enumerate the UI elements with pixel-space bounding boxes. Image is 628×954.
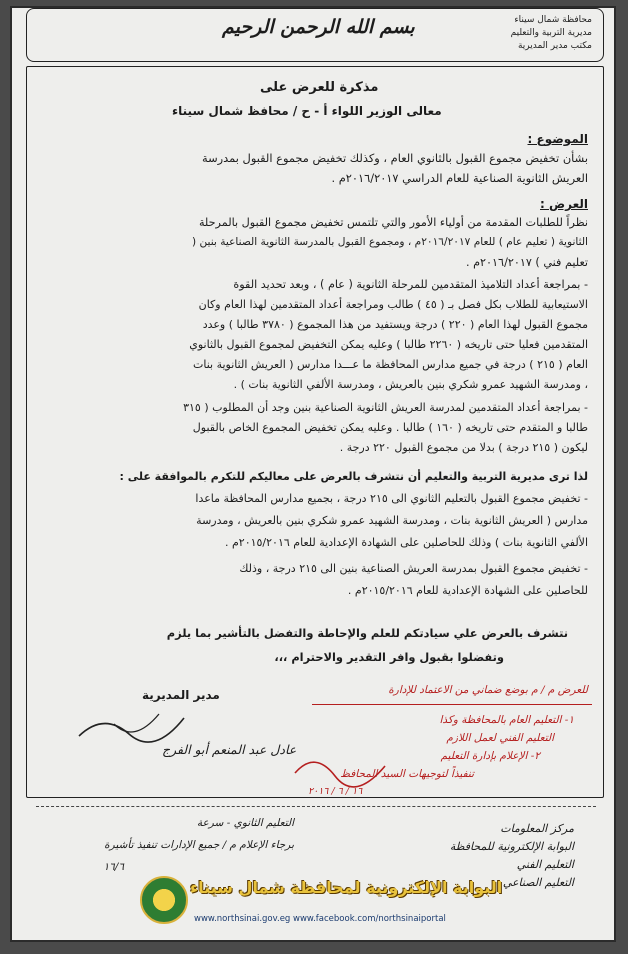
- presentation-line: الاستيعابية للطلاب بكل فصل بـ ( ٤٥ ) طالب ومراجعة أعداد المتقدمين لهذا العام وكان: [198, 298, 588, 311]
- presentation-label: العرض :: [540, 197, 588, 211]
- presentation-line: طالبا و المتقدم حتى تاريخه ( ١٦٠ ) طالبا . وعليه يمكن تخفيض المجموع الخاص بالقبول: [192, 421, 588, 434]
- presentation-line: - بمراجعة أعداد التلاميذ المتقدمين للمرحلة الثانوية ( عام ) ، وبعد تحديد القوة: [233, 278, 588, 291]
- bottom-note-line: البوابة الإلكترونية للمحافظة: [449, 840, 574, 853]
- bottom-note-line: برجاء الإعلام م / جميع الإدارات تنفيذ تأشيرة: [104, 839, 294, 851]
- request-line: مدارس ( العريش الثانوية بنات ، ومدرسة الشهيد عمرو شكري بنين بالعريش ، ومدرسة: [196, 514, 588, 527]
- red-note-line: ٢- الإعلام بإدارة التعليم: [440, 750, 540, 762]
- subject-line: بشأن تخفيض مجموع القبول بالثانوي العام ، وكذلك تخفيض مجموع القبول بمدرسة: [202, 151, 588, 165]
- red-note-line: للعرض م / م بوضع ضماني من الاعتماد للإدارة: [388, 684, 588, 696]
- bottom-note-line: التعليم الصناعي: [502, 876, 574, 889]
- bottom-divider: [36, 806, 596, 808]
- presentation-line: تعليم فني ) ٢٠١٦/٢٠١٧م .: [465, 256, 588, 269]
- basmala: بسم الله الرحمن الرحيم: [222, 16, 415, 38]
- bottom-note-line: التعليم الثانوي - سرعة: [196, 817, 294, 829]
- memo-title: مذكرة للعرض على: [260, 80, 379, 95]
- org-block: [511, 14, 592, 53]
- closing-line: نتشرف بالعرض علي سيادتكم للعلم والإحاطة والتفضل بالتأشير بما يلزم: [166, 626, 568, 640]
- red-note-line: تنفيذاً لتوجيهات السيد المحافظ: [340, 768, 474, 780]
- signature-title: مدير المديرية: [142, 688, 220, 702]
- red-note-line: التعليم الفني لعمل اللازم: [446, 732, 554, 744]
- bottom-note-line: مركز المعلومات: [500, 822, 574, 835]
- presentation-line: - بمراجعة أعداد المتقدمين لمدرسة العريش الثانوية الصناعية بنين وجد أن المطلوب ( ٣١٥: [183, 401, 588, 414]
- subject-label: الموضوع :: [527, 132, 588, 146]
- signature-name: عادل عبد المنعم أبو الفرج: [162, 742, 297, 757]
- org-line: مكتب مدير المديرية: [517, 41, 592, 51]
- bottom-note-line: التعليم الفني: [516, 858, 574, 871]
- presentation-line: المتقدمين فعليا حتى تاريخه ( ٢٢٦٠ طالبا ) وعليه يمكن التخفيض لمجموع القبول بالثانوي: [189, 338, 588, 351]
- closing-line: وتفضلوا بقبول وافر التقدير والاحترام ،،،: [274, 650, 504, 664]
- presentation-line: ، ومدرسة الشهيد عمرو شكري بنين بالعريش ، ومدرسة الألفي الثانوية بنات ) .: [233, 378, 588, 391]
- red-note-rule: [312, 704, 592, 705]
- bottom-left-notes: [44, 812, 294, 878]
- memo-paper: [10, 6, 616, 942]
- presentation-line: العام ( ٢١٥ ) درجة في جميع مدارس المحافظة ما عـــدا مدارس ( العريش الثانوية بنات: [193, 358, 588, 371]
- subject-line: العريش الثانوية الصناعية للعام الدراسي ٢٠١٦/٢٠١٧م .: [331, 171, 588, 185]
- watermark-url: www.northsinai.gov.eg www.facebook.com/northsinaiportal: [194, 914, 446, 924]
- watermark-title: البوابة الإلكترونية لمحافظة شمال سيناء: [190, 878, 503, 897]
- bottom-note-line: ١٦/٦: [103, 861, 124, 873]
- memo-addressee: معالى الوزير اللواء أ - ح / محافظ شمال سيناء: [172, 104, 442, 118]
- presentation-line: مجموع القبول لهذا العام ( ٢٢٠ ) درجة ويستفيد من هذا المجموع ( ٣٧٨٠ طالبا ) وعدد: [202, 318, 588, 331]
- red-signature-date: ١٦ / ٦ / ٢٠١٦: [308, 786, 363, 797]
- request-line: للحاصلين على الشهادة الإعدادية للعام ٢٠١٥/٢٠١٦م .: [347, 584, 588, 597]
- request-line: الألفي الثانوية بنات ) وذلك للحاصلين على الشهادة الإعدادية للعام ٢٠١٥/٢٠١٦م .: [224, 536, 588, 549]
- presentation-line: نظراً للطلبات المقدمة من أولياء الأمور والتي تلتمس تخفيض مجموع القبول بالمرحلة: [198, 216, 588, 229]
- org-line: محافظة شمال سيناء: [514, 15, 592, 25]
- red-signature-scribble: [290, 748, 390, 788]
- org-line: مديرية التربية والتعليم: [510, 28, 592, 38]
- request-intro: لذا ترى مديرية التربية والتعليم أن نتشرف بالعرض على معاليكم للتكرم بالموافقة على :: [119, 470, 588, 483]
- presentation-line: ليكون ( ٢١٥ درجة ) بدلا من مجموع القبول ٢٢٠ درجة .: [339, 441, 588, 454]
- presentation-line: الثانوية ( تعليم عام ) للعام ٢٠١٦/٢٠١٧م ، ومجموع القبول بالمدرسة الثانوية الصناعية بنين (: [191, 236, 588, 248]
- request-line: - تخفيض مجموع القبول بالتعليم الثانوي الى ٢١٥ درجة ، بجميع مدارس المحافظة ماعدا: [195, 492, 588, 505]
- portal-logo-icon: [140, 876, 188, 924]
- request-line: - تخفيض مجموع القبول بمدرسة العريش الصناعية بنين الى ٢١٥ درجة ، وذلك: [239, 562, 588, 575]
- red-note-line: ١- التعليم العام بالمحافظة وكذا: [439, 714, 574, 726]
